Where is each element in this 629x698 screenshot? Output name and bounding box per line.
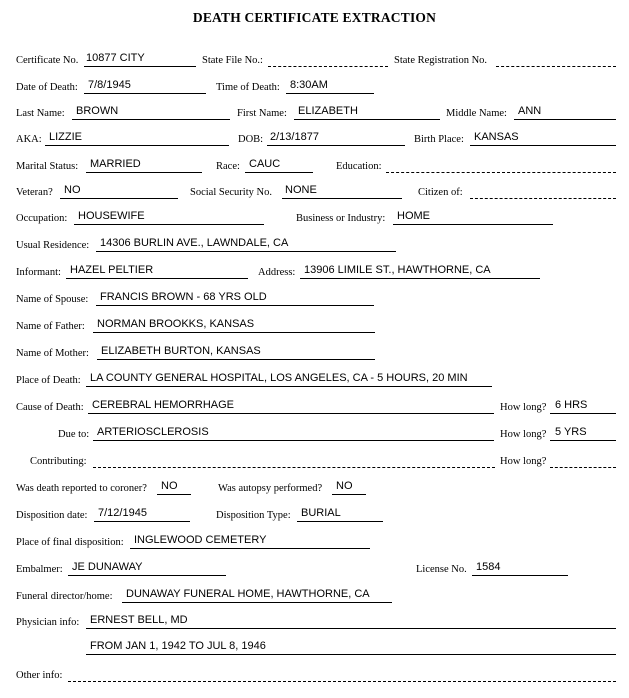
state-registration-no-line (496, 66, 616, 67)
aka-line (45, 145, 229, 146)
first-name-label: First Name: (237, 108, 287, 119)
embalmer-label: Embalmer: (16, 564, 63, 575)
license-no-line (472, 575, 568, 576)
funeral-director-line (122, 602, 392, 603)
license-no-value: 1584 (476, 561, 501, 573)
other-info-line (68, 681, 616, 682)
dob-line (267, 145, 405, 146)
business-or-industry-label: Business or Industry: (296, 213, 386, 224)
contributing-how-long-label: How long? (500, 456, 547, 467)
middle-name-line (514, 119, 616, 120)
informant-label: Informant: (16, 267, 61, 278)
occupation-line (74, 224, 264, 225)
due-to-how-long-value: 5 YRS (555, 426, 587, 438)
place-of-death-label: Place of Death: (16, 375, 81, 386)
birth-place-label: Birth Place: (414, 134, 464, 145)
name-of-spouse-value: FRANCIS BROWN - 68 YRS OLD (100, 291, 267, 303)
disposition-type-line (297, 521, 383, 522)
disposition-type-value: BURIAL (301, 507, 341, 519)
funeral-director-value: DUNAWAY FUNERAL HOME, HAWTHORNE, CA (126, 588, 370, 600)
cause-of-death-label: Cause of Death: (16, 402, 84, 413)
informant-line (66, 278, 248, 279)
name-of-mother-line (97, 359, 375, 360)
aka-label: AKA: (16, 134, 42, 145)
contributing-label: Contributing: (30, 456, 87, 467)
birth-place-value: KANSAS (474, 131, 519, 143)
disposition-date-label: Disposition date: (16, 510, 88, 521)
cause-how-long-value: 6 HRS (555, 399, 588, 411)
due-to-how-long-line (550, 440, 616, 441)
name-of-father-value: NORMAN BROOKKS, KANSAS (97, 318, 255, 330)
physician-info-line-2 (86, 654, 616, 655)
birth-place-line (470, 145, 616, 146)
due-to-line (93, 440, 494, 441)
place-of-death-line (86, 386, 492, 387)
usual-residence-label: Usual Residence: (16, 240, 90, 251)
social-security-no-line (282, 198, 402, 199)
citizen-of-label: Citizen of: (418, 187, 463, 198)
contributing-line (93, 467, 495, 468)
embalmer-value: JE DUNAWAY (72, 561, 143, 573)
due-to-how-long-label: How long? (500, 429, 547, 440)
disposition-type-label: Disposition Type: (216, 510, 291, 521)
middle-name-label: Middle Name: (446, 108, 507, 119)
citizen-of-line (470, 198, 616, 199)
reported-to-coroner-line (157, 494, 191, 495)
name-of-spouse-line (96, 305, 374, 306)
dob-label: DOB: (238, 134, 264, 145)
disposition-date-line (94, 521, 190, 522)
reported-to-coroner-value: NO (161, 480, 178, 492)
certificate-no-value: 10877 CITY (86, 52, 145, 64)
last-name-value: BROWN (76, 105, 119, 117)
physician-info-label: Physician info: (16, 617, 80, 628)
race-label: Race: (216, 161, 240, 172)
last-name-line (72, 119, 230, 120)
state-registration-no-label: State Registration No. (394, 55, 488, 66)
social-security-no-label: Social Security No. (190, 187, 272, 198)
marital-status-line (86, 172, 202, 173)
marital-status-label: Marital Status: (16, 161, 79, 172)
informant-value: HAZEL PELTIER (70, 264, 154, 276)
time-of-death-line (286, 93, 374, 94)
time-of-death-label: Time of Death: (216, 82, 280, 93)
first-name-line (294, 119, 440, 120)
license-no-label: License No. (416, 564, 467, 575)
form-title: DEATH CERTIFICATE EXTRACTION (192, 10, 437, 25)
certificate-no-label: Certificate No. (16, 55, 79, 66)
autopsy-performed-line (332, 494, 366, 495)
name-of-father-line (93, 332, 375, 333)
autopsy-performed-value: NO (336, 480, 353, 492)
date-of-death-value: 7/8/1945 (88, 79, 131, 91)
physician-info-line (86, 628, 616, 629)
cause-how-long-label: How long? (500, 402, 547, 413)
physician-info-value: ERNEST BELL, MD (90, 614, 188, 626)
due-to-label: Due to: (58, 429, 90, 440)
place-of-death-value: LA COUNTY GENERAL HOSPITAL, LOS ANGELES, CA - 5 HOURS, 20 MIN (90, 372, 468, 384)
veteran-label: Veteran? (16, 187, 53, 198)
race-value: CAUC (249, 158, 281, 170)
dob-value: 2/13/1877 (270, 131, 319, 143)
physician-info-value-2: FROM JAN 1, 1942 TO JUL 8, 1946 (90, 640, 266, 652)
social-security-no-value: NONE (285, 184, 317, 196)
occupation-label: Occupation: (16, 213, 68, 224)
business-or-industry-line (393, 224, 553, 225)
time-of-death-value: 8:30AM (290, 79, 328, 91)
place-of-final-disposition-label: Place of final disposition: (16, 537, 124, 548)
address-value: 13906 LIMILE ST., HAWTHORNE, CA (304, 264, 491, 276)
address-label: Address: (258, 267, 296, 278)
cause-of-death-value: CEREBRAL HEMORRHAGE (92, 399, 235, 411)
address-line (300, 278, 540, 279)
place-of-final-disposition-value: INGLEWOOD CEMETERY (134, 534, 267, 546)
name-of-mother-value: ELIZABETH BURTON, KANSAS (101, 345, 261, 357)
race-line (245, 172, 313, 173)
business-or-industry-value: HOME (397, 210, 430, 222)
usual-residence-value: 14306 BURLIN AVE., LAWNDALE, CA (100, 237, 289, 249)
last-name-label: Last Name: (16, 108, 65, 119)
state-file-no-label: State File No.: (202, 55, 263, 66)
date-of-death-label: Date of Death: (16, 82, 78, 93)
education-line (386, 172, 616, 173)
state-file-no-line (268, 66, 388, 67)
occupation-value: HOUSEWIFE (78, 210, 145, 222)
contributing-how-long-line (550, 467, 616, 468)
other-info-label: Other info: (16, 670, 63, 681)
aka-value: LIZZIE (49, 131, 83, 143)
marital-status-value: MARRIED (90, 158, 141, 170)
first-name-value: ELIZABETH (298, 105, 358, 117)
place-of-final-disposition-line (130, 548, 370, 549)
reported-to-coroner-label: Was death reported to coroner? (16, 483, 147, 494)
autopsy-performed-label: Was autopsy performed? (218, 483, 323, 494)
due-to-value: ARTERIOSCLEROSIS (97, 426, 209, 438)
name-of-father-label: Name of Father: (16, 321, 85, 332)
cause-how-long-line (550, 413, 616, 414)
middle-name-value: ANN (518, 105, 542, 117)
education-label: Education: (336, 161, 382, 172)
veteran-line (60, 198, 178, 199)
funeral-director-label: Funeral director/home: (16, 591, 113, 602)
cause-of-death-line (88, 413, 494, 414)
name-of-spouse-label: Name of Spouse: (16, 294, 89, 305)
veteran-value: NO (64, 184, 81, 196)
embalmer-line (68, 575, 226, 576)
date-of-death-line (84, 93, 206, 94)
certificate-no-line (84, 66, 196, 67)
usual-residence-line (96, 251, 396, 252)
name-of-mother-label: Name of Mother: (16, 348, 89, 359)
disposition-date-value: 7/12/1945 (98, 507, 147, 519)
